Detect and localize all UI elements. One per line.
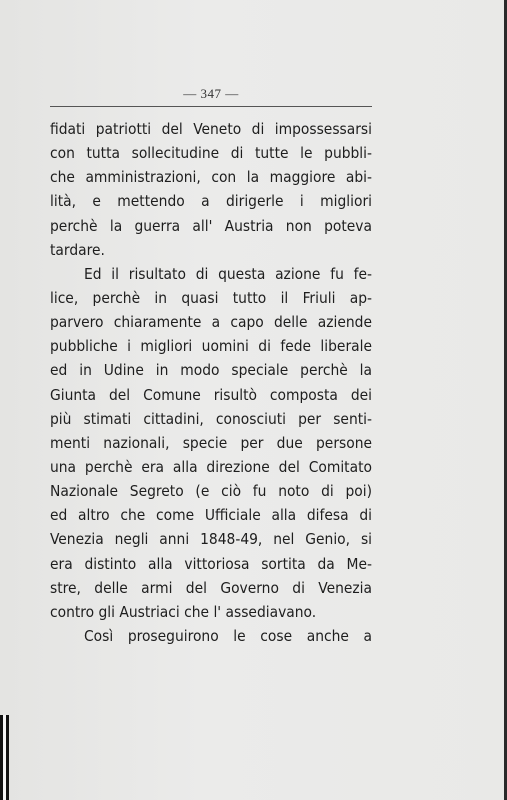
text-line: era distinto alla vittoriosa sortita da Me- <box>50 554 372 573</box>
page-header <box>50 82 372 104</box>
text-line: che amministrazioni, con la maggiore abi- <box>50 168 372 187</box>
text-line: pubbliche i migliori uomini di fede liberale <box>50 337 372 356</box>
paragraph-start-line: Ed il risultato di questa azione fu fe- <box>84 264 372 283</box>
paragraph-start-line: Così proseguirono le cose anche a <box>84 626 372 645</box>
text-line: più stimati cittadini, conosciuti per senti- <box>50 409 372 428</box>
text-line: contro gli Austriaci che l' assediavano. <box>50 602 317 621</box>
text-line: menti nazionali, specie per due persone <box>50 433 372 452</box>
text-line: Giunta del Comune risultò composta dei <box>50 385 372 404</box>
text-line: con tutta sollecitudine di tutte le pubbli- <box>50 144 372 163</box>
text-line: Venezia negli anni 1848-49, nel Genio, si <box>50 530 372 549</box>
text-line: Nazionale Segreto (e ciò fu noto di poi) <box>50 482 372 501</box>
text-line: fidati patriotti del Veneto di impossessarsi <box>50 120 372 138</box>
text-line: perchè la guerra all' Austria non poteva <box>50 216 372 235</box>
page-number: — 347 — <box>183 86 239 101</box>
header-rule <box>50 106 372 107</box>
text-line: una perchè era alla direzione del Comitato <box>50 457 372 476</box>
text-line: lità, e mettendo a dirigerle i migliori <box>50 192 372 211</box>
body-text <box>50 117 372 648</box>
text-line: ed in Udine in modo speciale perchè la <box>50 361 372 380</box>
text-line: ed altro che come Ufficiale alla difesa di <box>50 506 372 525</box>
text-line: tardare. <box>50 240 105 259</box>
scan-edge-mark <box>0 715 9 800</box>
text-line: stre, delle armi del Governo di Venezia <box>50 578 372 597</box>
text-line: lice, perchè in quasi tutto il Friuli ap- <box>50 288 372 307</box>
text-line: parvero chiaramente a capo delle aziende <box>50 313 372 332</box>
